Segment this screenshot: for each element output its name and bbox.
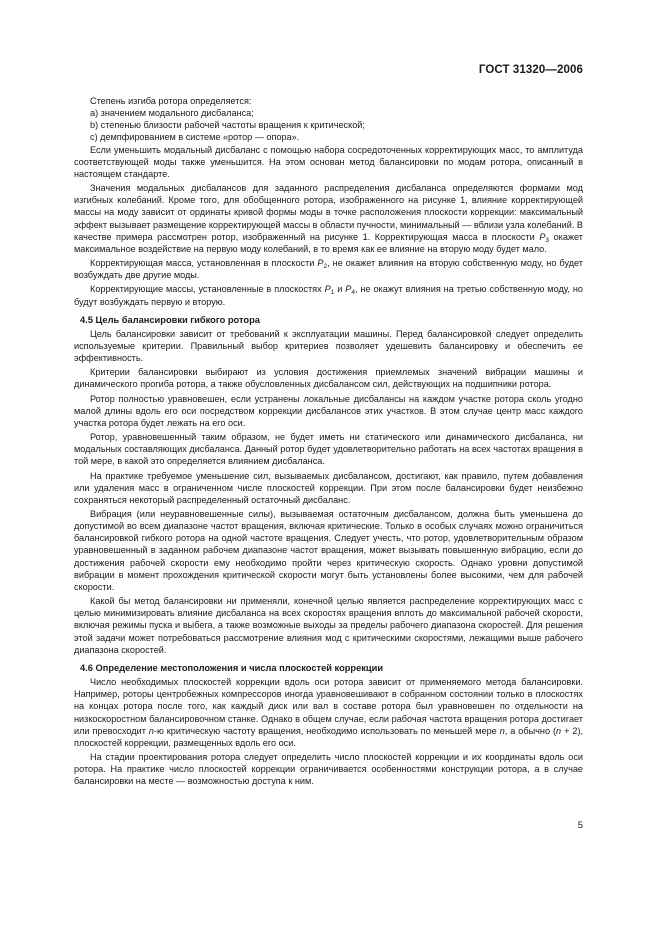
paragraph: Вибрация (или неуравновешенные силы), вызываемая остаточным дисбалансом, должна быть уменьшена до допустимой во всем диапазоне частот вращения, включая критические. Только в особых случаях можно ограничиться балансировкой гибкого ротора на одной частоте вращения. Следует учесть, что ротор, удовлетворительным образом уравновешенный в заданном рабочем диапазоне частот вращения, может вызывать повышенную вибрацию, если до достижения рабочей скорости ему необходимо пройти через критическую скорость. Однако уровни допустимой вибрации в момент прохождения критической скорости могут быть установлены более высокими, чем для рабочей скорости. bbox=[74, 509, 583, 592]
list-item: a) значением модального дисбаланса; bbox=[90, 108, 254, 119]
paragraph: Степень изгиба ротора определяется: bbox=[90, 96, 252, 106]
plane-index: 1 bbox=[330, 289, 335, 297]
plane-index: 4 bbox=[351, 289, 355, 297]
text-run: Корректирующие массы, установленные в плоскостях bbox=[90, 284, 325, 295]
paragraph: Ротор, уравновешенный таким образом, не будет иметь ни статического или динамического дисбаланса, ни модальных составляющих дисбаланса. Данный ротор будет удовлетворительно работать на всех частотах вращения в той мере, в какой это определяется влиянием дисбаланса. bbox=[74, 432, 583, 467]
paragraph bbox=[74, 182, 583, 255]
plane-index: 2 bbox=[323, 263, 328, 271]
text-run: + 2), плоскостей коррекции, размещенных вдоль его оси. bbox=[74, 725, 584, 748]
text-run: и bbox=[334, 284, 346, 295]
variable-n: n bbox=[148, 725, 154, 736]
paragraph bbox=[74, 257, 583, 281]
plane-symbol: P bbox=[345, 284, 352, 295]
text-run: -ю критическую частоту вращения, необходимо использовать по меньшей мере bbox=[153, 725, 500, 736]
text-run: окажет максимальное воздействие на первую моду колебаний, в то время как ее влияние на вторую моду будет мало. bbox=[74, 231, 583, 254]
text-run: , не окажет влияния на вторую собственную моду, но будет возбуждать две другие моды. bbox=[74, 258, 583, 281]
paragraph: Какой бы метод балансировки ни применяли, конечной целью является распределение корректирующих масс с целью минимизировать влияние дисбаланса на всех скоростях вращения вплоть до максимальной рабочей скорости, включая режимы пуска и выбега, а также возможные выходы за пределы рабочего диапазона скоростей. Для решения этой задачи может потребоваться рассмотрение влияния мод с критическими скоростями, лежащими выше рабочего диапазона скоростей. bbox=[74, 596, 583, 655]
text-run: , не окажут влияния на третью собственную моду, но будут возбуждать первую и вторую. bbox=[74, 284, 583, 307]
paragraph: Если уменьшить модальный дисбаланс с помощью набора сосредоточенных корректирующих масс, то амплитуда соответствующей моды также уменьшится. На этом основан метод балансировки по модам ротора, описанный в настоящем стандарте. bbox=[74, 144, 583, 179]
list-item: c) демпфированием в системе «ротор — опора». bbox=[90, 132, 300, 143]
text-run: , а обычно ( bbox=[504, 725, 557, 736]
text-run: Корректирующая масса, установленная в плоскости bbox=[90, 258, 318, 269]
variable-n: n bbox=[499, 725, 505, 736]
paragraph: Критерии балансировки выбирают из условия достижения приемлемых значений вибрации машины и динамического прогиба ротора, а также обусловленных дисбалансом сил, действующих на подшипники ротора. bbox=[74, 367, 583, 390]
section-heading-4-5: 4.5 Цель балансировки гибкого ротора bbox=[80, 314, 260, 325]
paragraph: На практике требуемое уменьшение сил, вызываемых дисбалансом, достигают, как правило, путем добавления или удаления масс в ограниченном числе плоскостей коррекции. При этом после балансировки будет неизбежно сохраняться некоторый распределенный остаточный дисбаланс. bbox=[74, 470, 583, 505]
variable-n: n bbox=[556, 725, 562, 736]
document-header: ГОСТ 31320—2006 bbox=[478, 64, 583, 76]
paragraph bbox=[74, 676, 583, 749]
text-run: Число необходимых плоскостей коррекции вдоль оси ротора зависит от применяемого метода балансировки. Например, роторы центробежных компрессоров иногда уравновешивают в собранном состоянии только в плоскостях на концах ротора после того, как каждый диск или вал в составе ротора был уравновешен по отдельности на низкоскоростном балансировочном станке. Однако в общем случае, если рабочая частота вращения ротора достигает или превосходит bbox=[74, 677, 583, 736]
list-item: b) степенью близости рабочей частоты вращения к критической; bbox=[90, 120, 365, 131]
paragraph: На стадии проектирования ротора следует определить число плоскостей коррекции и их координаты вдоль оси ротора. На практике число плоскостей коррекции ограничивается особенностями конструкции ротора, а в случае балансировки на месте — возможностью доступа к ним. bbox=[74, 751, 583, 787]
paragraph bbox=[74, 283, 583, 307]
plane-symbol: P bbox=[324, 284, 331, 295]
paragraph: Ротор полностью уравновешен, если устранены локальные дисбалансы на каждом участке ротора сколь угодно малой длины вдоль его оси посредством коррекции дисбалансов этих участков. В этом случае центр масс каждого участка ротора будет лежать на его оси. bbox=[74, 393, 583, 428]
section-heading-4-6: 4.6 Определение местоположения и числа плоскостей коррекции bbox=[80, 662, 384, 673]
document-body bbox=[74, 95, 583, 787]
page-number: 5 bbox=[577, 820, 583, 831]
plane-index: 3 bbox=[545, 236, 550, 244]
paragraph: Цель балансировки зависит от требований к эксплуатации машины. Перед балансировкой следует определить используемые критерии. Правильный выбор критериев позволяет удешевить балансировку и обеспечить ее эффективность. bbox=[74, 328, 583, 364]
plane-symbol: P bbox=[317, 258, 324, 269]
text-run: Значения модальных дисбалансов для заданного распределения дисбаланса определяются формами мод изгибных колебаний. Кроме того, для обобщенного ротора, изображенного на рисунке 1, влияние корректирующей массы на моду зависит от ординаты кривой формы моды в точке расположения плоскости коррекции: максимальный эффект вызывает размещение корректирующей массы в области пучности, минимальный — вблизи узла колебаний. В качестве примера рассмотрен ротор, изображенный на рисунке 1. Корректирующая масса в плоскости bbox=[74, 183, 583, 242]
plane-symbol: P bbox=[539, 231, 546, 242]
